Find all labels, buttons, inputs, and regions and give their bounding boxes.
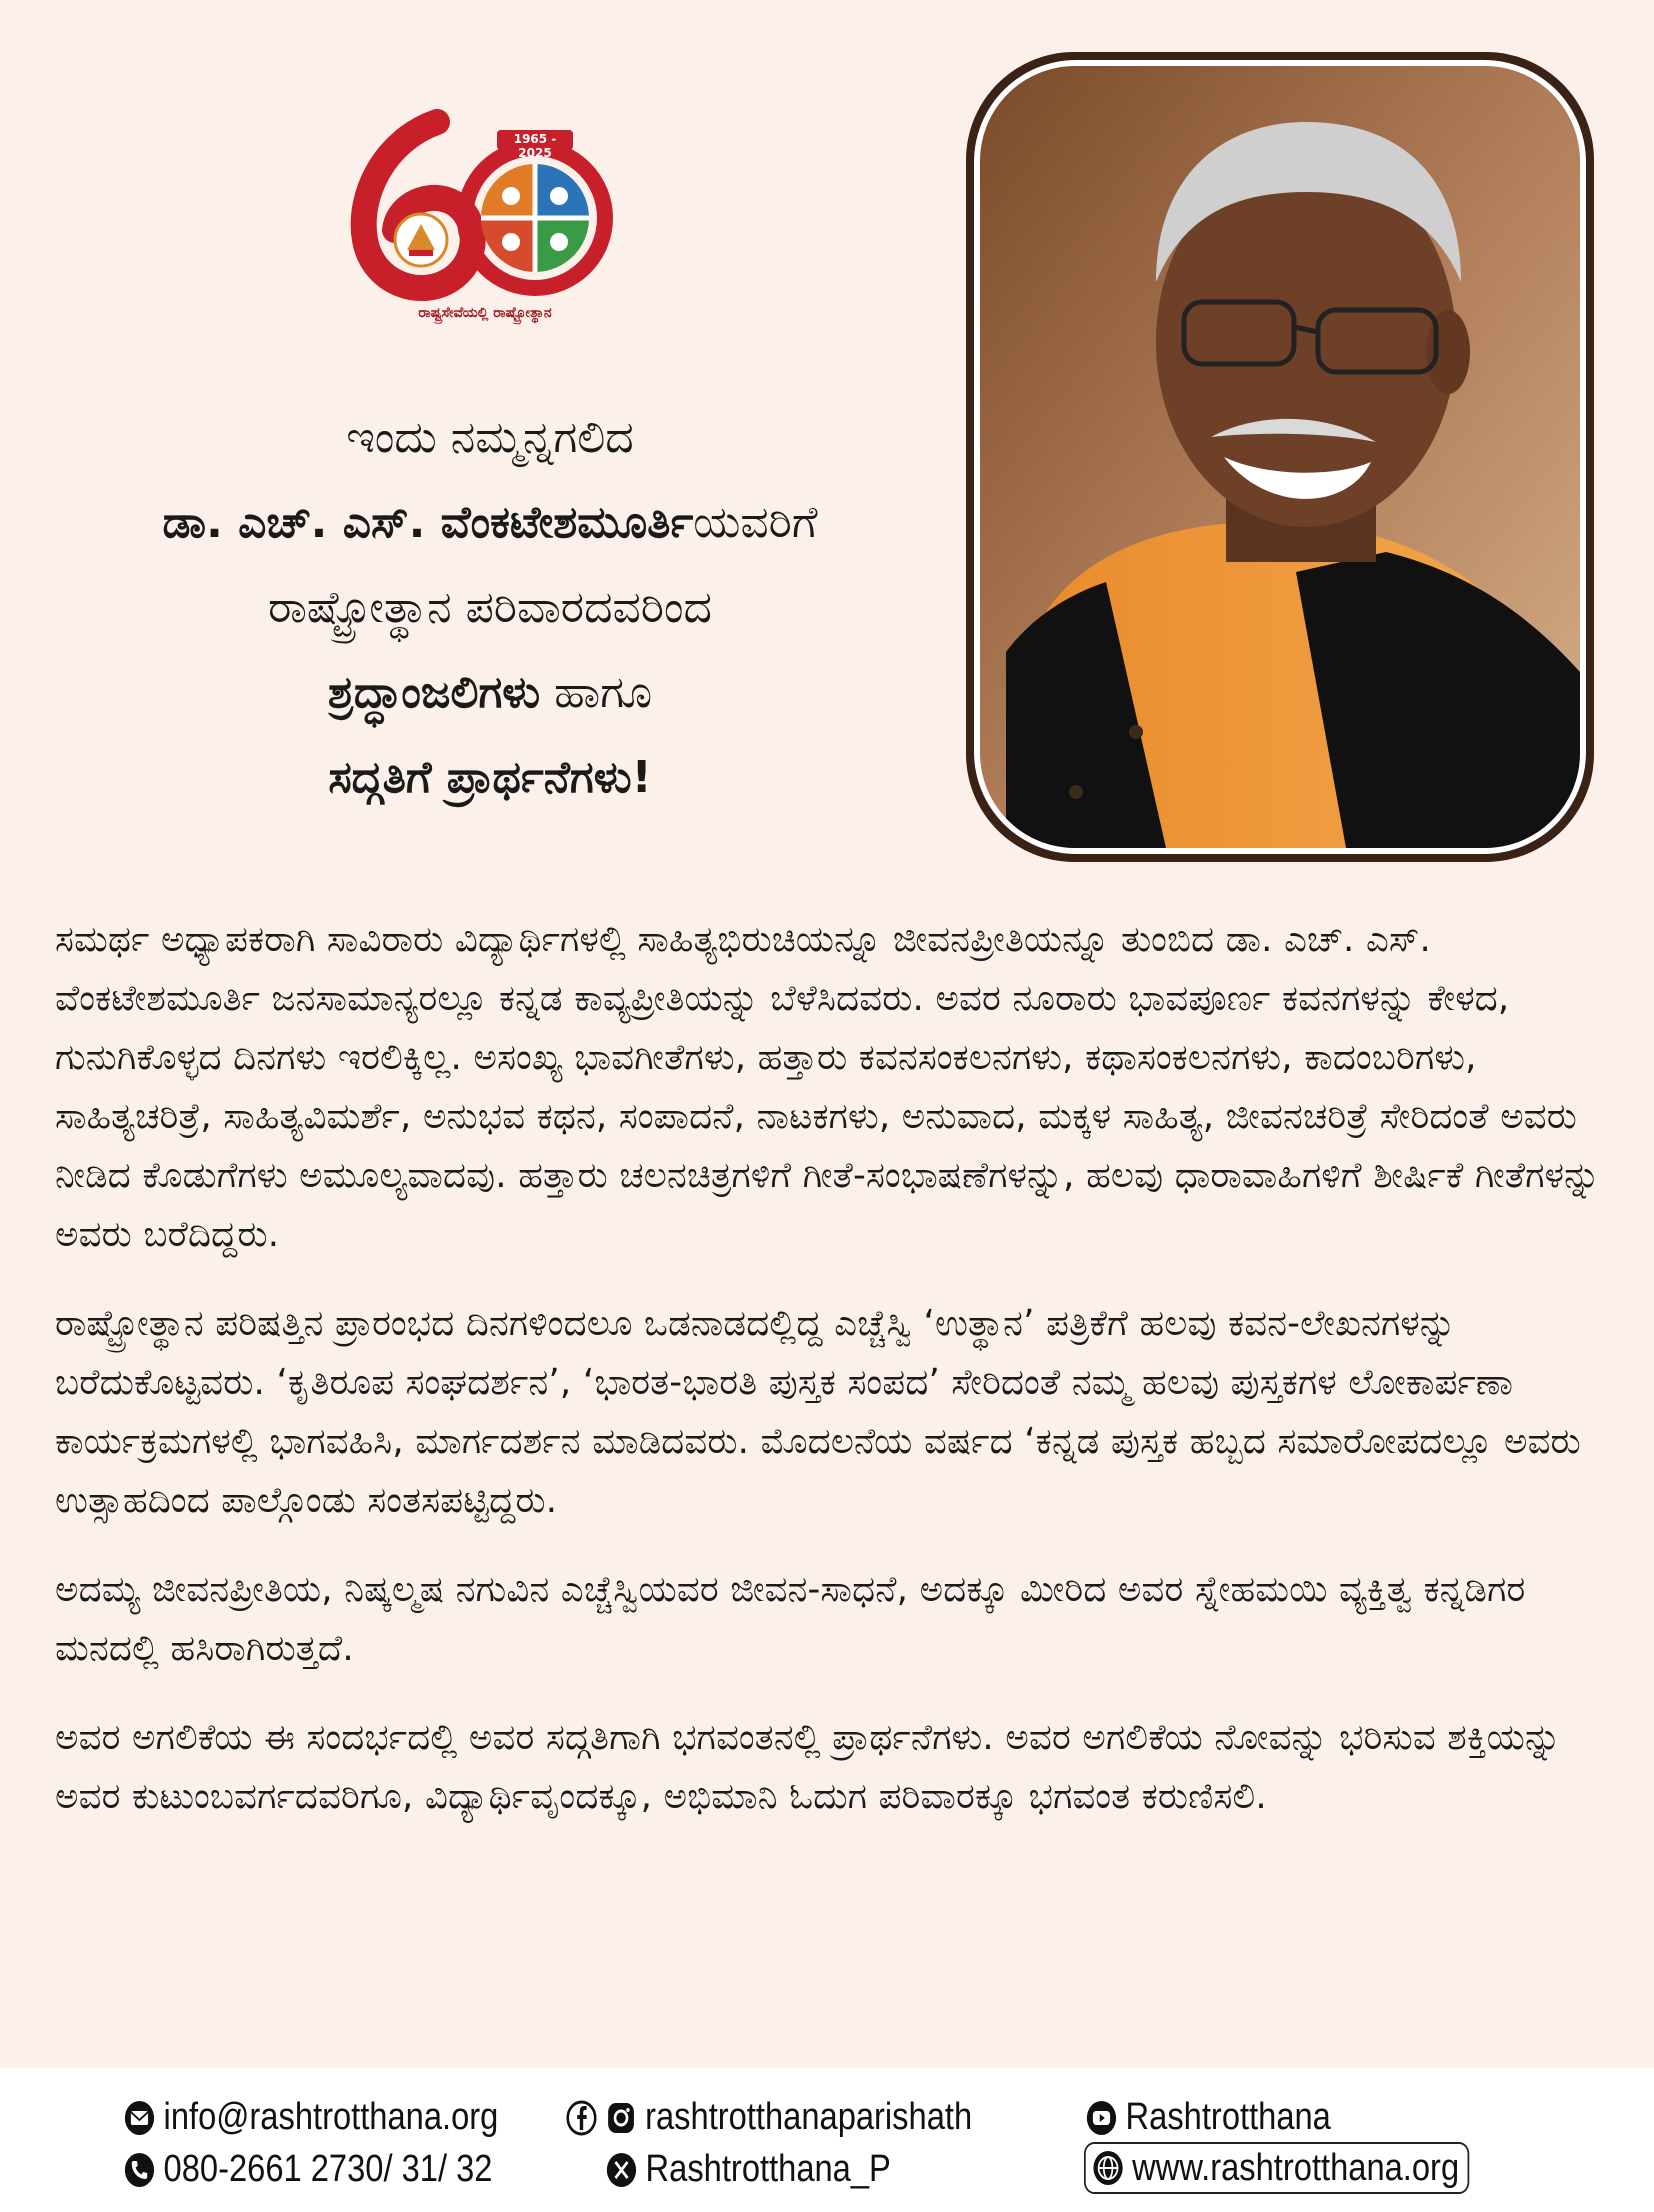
heading-line-3: ರಾಷ್ಟ್ರೋತ್ಥಾನ ಪರಿವಾರದವರಿಂದ bbox=[268, 582, 712, 633]
x-icon bbox=[606, 2152, 637, 2188]
logo-graphic bbox=[345, 100, 625, 305]
paragraph-3: ಅದಮ್ಯ ಜೀವನಪ್ರೀತಿಯ, ನಿಷ್ಕಲ್ಮಷ ನಗುವಿನ ಎಚ್ಚೆಸ್ವಿಯವರ ಜೀವನ-ಸಾಧನೆ, ಅದಕ್ಕೂ ಮೀರಿದ ಅವರ ಸ್ನೇಹಮಯಿ ವ್ಯಕ್ತಿತ್ವ ಕನ್ನಡಿಗರ ಮನದಲ್ಲಿ ಹಸಿರಾಗಿರುತ್ತದೆ. bbox=[55, 1569, 1526, 1669]
person-name: ಡಾ. ಎಚ್. ಎಸ್. ವೆಂಕಟೇಶಮೂರ್ತಿ bbox=[162, 497, 694, 548]
logo-tagline: ರಾಷ್ಟ್ರಸೇವೆಯಲ್ಲಿ ರಾಷ್ಟ್ರೋತ್ಥಾನ bbox=[418, 305, 552, 321]
website-link[interactable] bbox=[1084, 2142, 1469, 2194]
heading-line-2-suffix: ಯವರಿಗೆ bbox=[693, 497, 818, 548]
email-link[interactable] bbox=[124, 2096, 498, 2139]
tribute-body bbox=[55, 910, 1615, 1856]
mail-icon bbox=[124, 2100, 155, 2136]
rashtrotthana-60-logo bbox=[345, 100, 625, 345]
heading-line-2 bbox=[80, 480, 900, 565]
email-text: info@rashtrotthana.org bbox=[163, 2096, 499, 2138]
tribute-heading bbox=[80, 395, 900, 820]
logo-years: 1965 - 2025 bbox=[513, 132, 557, 160]
social-handle-link[interactable] bbox=[566, 2096, 972, 2139]
portrait-photo bbox=[966, 52, 1594, 862]
heading-line-1: ಇಂದು ನಮ್ಮನ್ನಗಲಿದ bbox=[346, 412, 634, 463]
phone-text: 080-2661 2730/ 31/ 32 bbox=[163, 2148, 493, 2190]
phone-icon bbox=[124, 2152, 155, 2188]
paragraph-4: ಅವರ ಅಗಲಿಕೆಯ ಈ ಸಂದರ್ಭದಲ್ಲಿ ಅವರ ಸದ್ಗತಿಗಾಗಿ ಭಗವಂತನಲ್ಲಿ ಪ್ರಾರ್ಥನೆಗಳು. ಅವರ ಅಗಲಿಕೆಯ ನೋವನ್ನು ಭರಿಸುವ ಶಕ್ತಿಯನ್ನು ಅವರ ಕುಟುಂಬವರ್ಗದವರಿಗೂ, ವಿದ್ಯಾರ್ಥಿವೃಂದಕ್ಕೂ, ಅಭಿಮಾನಿ ಓದುಗ ಪರಿವಾರಕ್ಕೂ ಭಗವಂತ ಕರುಣಿಸಲಿ. bbox=[55, 1717, 1562, 1817]
youtube-icon bbox=[1086, 2100, 1117, 2136]
globe-icon bbox=[1093, 2150, 1124, 2186]
website-text: www.rashtrotthana.org bbox=[1132, 2146, 1460, 2189]
facebook-icon bbox=[566, 2100, 597, 2136]
youtube-link[interactable] bbox=[1086, 2096, 1331, 2139]
heading-line-4-suffix: ಹಾಗೂ bbox=[540, 667, 653, 718]
paragraph-2: ರಾಷ್ಟ್ರೋತ್ಥಾನ ಪರಿಷತ್ತಿನ ಪ್ರಾರಂಭದ ದಿನಗಳಿಂದಲೂ ಒಡನಾಡದಲ್ಲಿದ್ದ ಎಚ್ಚೆಸ್ವಿ ‘ಉತ್ಥಾನ’ ಪತ್ರಿಕೆಗೆ ಹಲವು ಕವನ-ಲೇಖನಗಳನ್ನು ಬರೆದುಕೊಟ್ಟವರು. ‘ಕೃತಿರೂಪ ಸಂಘದರ್ಶನ’, ‘ಭಾರತ-ಭಾರತಿ ಪುಸ್ತಕ ಸಂಪದ’ ಸೇರಿದಂತೆ ನಮ್ಮ ಹಲವು ಪುಸ್ತಕಗಳ ಲೋಕಾರ್ಪಣಾ ಕಾರ್ಯಕ್ರಮಗಳಲ್ಲಿ ಭಾಗವಹಿಸಿ, ಮಾರ್ಗದರ್ಶನ ಮಾಡಿದವರು. ಮೊದಲನೆಯ ವರ್ಷದ ‘ಕನ್ನಡ ಪುಸ್ತಕ ಹಬ್ಬದ ಸಮಾರೋಪದಲ್ಲೂ ಅವರು ಉತ್ಸಾಹದಿಂದ ಪಾಲ್ಗೊಂಡು ಸಂತಸಪಟ್ಟಿದ್ದರು. bbox=[55, 1303, 1581, 1521]
heading-line-4 bbox=[80, 650, 900, 735]
paragraph-1: ಸಮರ್ಥ ಅಧ್ಯಾಪಕರಾಗಿ ಸಾವಿರಾರು ವಿದ್ಯಾರ್ಥಿಗಳಲ್ಲಿ ಸಾಹಿತ್ಯಭಿರುಚಿಯನ್ನೂ ಜೀವನಪ್ರೀತಿಯನ್ನೂ ತುಂಬಿದ ಡಾ. ಎಚ್. ಎಸ್. ವೆಂಕಟೇಶಮೂರ್ತಿ ಜನಸಾಮಾನ್ಯರಲ್ಲೂ ಕನ್ನಡ ಕಾವ್ಯಪ್ರೀತಿಯನ್ನು ಬೆಳೆಸಿದವರು. ಅವರ ನೂರಾರು ಭಾವಪೂರ್ಣ ಕವನಗಳನ್ನು ಕೇಳದ, ಗುನುಗಿಕೊಳ್ಳದ ದಿನಗಳು ಇರಲಿಕ್ಕಿಲ್ಲ. ಅಸಂಖ್ಯ ಭಾವಗೀತೆಗಳು, ಹತ್ತಾರು ಕವನಸಂಕಲನಗಳು, ಕಥಾಸಂಕಲನಗಳು, ಕಾದಂಬರಿಗಳು, ಸಾಹಿತ್ಯಚರಿತ್ರೆ, ಸಾಹಿತ್ಯವಿಮರ್ಶೆ, ಅನುಭವ ಕಥನ, ಸಂಪಾದನೆ, ನಾಟಕಗಳು, ಅನುವಾದ, ಮಕ್ಕಳ ಸಾಹಿತ್ಯ, ಜೀವನಚರಿತ್ರೆ ಸೇರಿದಂತೆ ಅವರು ನೀಡಿದ ಕೊಡುಗೆಗಳು ಅಮೂಲ್ಯವಾದವು. ಹತ್ತಾರು ಚಲನಚಿತ್ರಗಳಿಗೆ ಗೀತೆ-ಸಂಭಾಷಣೆಗಳನ್ನು, ಹಲವು ಧಾರಾವಾಹಿಗಳಿಗೆ ಶೀರ್ಷಿಕೆ ಗೀತೆಗಳನ್ನು ಅವರು ಬರೆದಿದ್ದರು. bbox=[55, 919, 1601, 1255]
instagram-icon bbox=[606, 2100, 637, 2136]
youtube-text: Rashtrotthana bbox=[1125, 2096, 1331, 2138]
condolence-word: ಶ್ರದ್ಧಾಂಜಲಿಗಳು bbox=[327, 667, 541, 718]
prayer-line: ಸದ್ಗತಿಗೆ ಪ್ರಾರ್ಥನೆಗಳು! bbox=[328, 752, 652, 803]
heading-line-5 bbox=[80, 735, 900, 820]
phone-link[interactable] bbox=[124, 2148, 492, 2191]
twitter-link[interactable] bbox=[606, 2148, 891, 2191]
twitter-text: Rashtrotthana_P bbox=[645, 2148, 891, 2190]
social-handle-text: rashtrotthanaparishath bbox=[645, 2096, 973, 2138]
contact-footer bbox=[0, 2068, 1654, 2212]
